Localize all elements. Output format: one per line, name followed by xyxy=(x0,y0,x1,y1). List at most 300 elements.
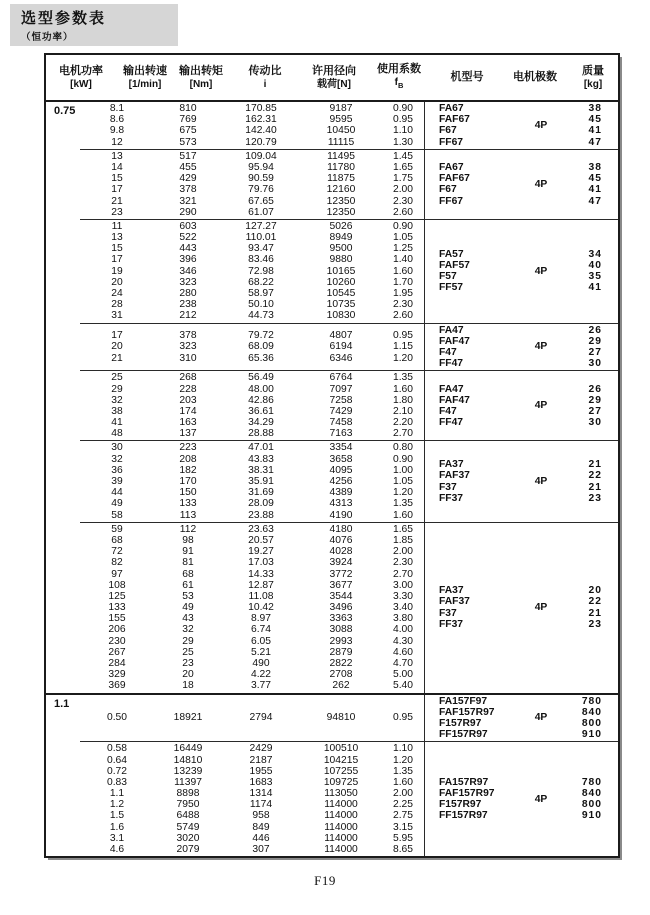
cell-radial-load: 10830 xyxy=(326,310,356,322)
cell-transmission-ratio: 110.01 xyxy=(245,232,277,244)
table-row xyxy=(80,658,424,669)
cell-output-speed: 39 xyxy=(111,476,123,487)
cell-radial-load: 9500 xyxy=(329,243,353,255)
model-number: FAF47 xyxy=(439,394,470,406)
cell-output-speed: 0.50 xyxy=(106,712,128,724)
cell-radial-load: 2708 xyxy=(329,669,353,681)
model-number: FF157R97 xyxy=(439,729,488,741)
cell-transmission-ratio: 11.08 xyxy=(248,590,274,602)
table-row xyxy=(80,680,424,691)
table-row xyxy=(80,624,424,635)
cell-service-factor: 1.35 xyxy=(392,765,414,777)
cell-transmission-ratio: 83.46 xyxy=(248,254,274,266)
table-row xyxy=(80,372,424,383)
cell-radial-load: 3496 xyxy=(329,602,353,614)
mass-value: 41 xyxy=(588,125,602,137)
mass-value: 23 xyxy=(588,618,602,630)
table-row xyxy=(80,602,424,613)
power-section xyxy=(46,102,618,693)
cell-output-torque: 20 xyxy=(182,669,194,681)
table-row xyxy=(80,299,424,310)
cell-output-speed: 1.5 xyxy=(109,810,125,822)
ratio-block xyxy=(80,695,618,742)
cell-output-speed: 36 xyxy=(111,464,123,476)
model-number: FF157R97 xyxy=(439,810,488,822)
cell-output-torque: 323 xyxy=(179,276,197,288)
cell-output-torque: 112 xyxy=(179,523,197,535)
cell-radial-load: 11875 xyxy=(327,173,355,185)
cell-transmission-ratio: 170.85 xyxy=(245,103,277,114)
table-row xyxy=(80,580,424,591)
cell-service-factor: 5.00 xyxy=(392,669,414,681)
data-rows xyxy=(80,102,424,149)
table-row xyxy=(80,266,424,277)
cell-output-torque: 113 xyxy=(179,509,197,521)
cell-transmission-ratio: 446 xyxy=(252,832,270,844)
cell-radial-load: 10545 xyxy=(326,288,356,299)
cell-service-factor: 2.30 xyxy=(392,299,414,311)
table-row xyxy=(80,221,424,232)
model-number: FAF67 xyxy=(439,173,470,185)
table-row xyxy=(80,636,424,647)
model-list xyxy=(425,372,522,439)
cell-transmission-ratio: 120.79 xyxy=(245,136,277,148)
table-row xyxy=(80,137,424,148)
ratio-block xyxy=(80,440,618,521)
table-row xyxy=(80,476,424,487)
cell-service-factor: 1.10 xyxy=(392,743,414,755)
cell-radial-load: 114000 xyxy=(324,799,358,811)
cell-radial-load: 6346 xyxy=(329,352,353,364)
cell-radial-load: 113050 xyxy=(324,788,358,800)
mass-value: 780 xyxy=(581,695,602,707)
cell-service-factor: 1.70 xyxy=(392,276,414,288)
cell-output-speed: 284 xyxy=(108,658,126,669)
table-row xyxy=(80,833,424,844)
header-unit: $f_B$ xyxy=(394,77,404,90)
cell-transmission-ratio: 2187 xyxy=(249,754,273,766)
cell-radial-load: 3354 xyxy=(329,442,353,454)
motor-poles: 4P xyxy=(534,476,548,488)
cell-output-torque: 150 xyxy=(179,487,197,499)
mass-value: 780 xyxy=(581,776,602,788)
mass-value: 800 xyxy=(581,717,602,729)
table-row xyxy=(80,546,424,557)
cell-output-speed: 72 xyxy=(111,546,123,558)
cell-output-speed: 206 xyxy=(108,624,126,636)
cell-service-factor: 1.95 xyxy=(392,288,414,299)
table-row xyxy=(80,487,424,498)
cell-transmission-ratio: 44.73 xyxy=(248,310,274,322)
table-row xyxy=(80,755,424,766)
cell-radial-load: 10165 xyxy=(326,265,356,277)
table-row xyxy=(80,330,424,341)
cell-output-speed: 133 xyxy=(108,602,126,614)
cell-output-speed: 19 xyxy=(111,265,123,277)
page-title: 选型参数表 xyxy=(21,10,107,27)
cell-service-factor: 1.85 xyxy=(392,534,414,546)
model-number: FF47 xyxy=(439,417,464,429)
table-row xyxy=(80,207,424,218)
table-row xyxy=(80,125,424,136)
cell-radial-load: 9880 xyxy=(329,254,353,266)
cell-transmission-ratio: 307 xyxy=(252,844,270,855)
table-row xyxy=(80,103,424,114)
cell-transmission-ratio: 6.05 xyxy=(250,635,272,647)
table-row xyxy=(80,428,424,439)
cell-transmission-ratio: 42.86 xyxy=(248,394,274,406)
mass-value: 35 xyxy=(588,271,602,283)
mass-value: 20 xyxy=(588,585,602,597)
page-title-box xyxy=(10,4,178,46)
cell-radial-load: 12350 xyxy=(326,206,356,218)
cell-service-factor: 2.70 xyxy=(392,428,414,440)
table-row xyxy=(80,232,424,243)
model-number: FAF67 xyxy=(439,114,470,126)
table-row xyxy=(80,243,424,254)
ratio-block xyxy=(80,323,618,371)
cell-service-factor: 1.25 xyxy=(392,243,414,255)
table-row xyxy=(80,442,424,453)
motor-poles: 4P xyxy=(534,119,548,131)
cell-output-speed: 0.72 xyxy=(106,765,128,777)
cell-output-speed: 20 xyxy=(111,276,123,288)
cell-transmission-ratio: 43.83 xyxy=(248,453,274,465)
model-number: F157R97 xyxy=(439,717,482,729)
header-label: 传动比 xyxy=(248,64,282,77)
cell-radial-load: 10450 xyxy=(326,125,356,137)
cell-service-factor: 0.80 xyxy=(392,442,414,454)
cell-output-speed: 8.6 xyxy=(109,114,125,126)
cell-service-factor: 0.95 xyxy=(392,114,414,126)
mass-value: 23 xyxy=(588,492,602,504)
cell-radial-load: 4180 xyxy=(329,523,353,535)
cell-output-torque: 170 xyxy=(179,476,197,487)
cell-service-factor: 2.75 xyxy=(392,810,414,822)
cell-service-factor: 1.65 xyxy=(392,161,414,173)
cell-output-torque: 378 xyxy=(179,184,197,196)
cell-radial-load: 3677 xyxy=(329,579,353,591)
motor-poles: 4P xyxy=(534,793,548,805)
cell-transmission-ratio: 79.76 xyxy=(248,184,274,196)
cell-radial-load: 8949 xyxy=(329,232,353,244)
cell-radial-load: 5026 xyxy=(329,220,353,232)
cell-output-speed: 44 xyxy=(111,487,123,499)
cell-radial-load: 109725 xyxy=(323,776,359,788)
cell-service-factor: 5.95 xyxy=(392,832,414,844)
cell-radial-load: 12350 xyxy=(326,195,356,207)
cell-transmission-ratio: 36.61 xyxy=(248,405,274,417)
model-list xyxy=(425,743,522,855)
cell-transmission-ratio: 93.47 xyxy=(248,243,274,255)
mass-value: 21 xyxy=(588,481,602,493)
header-col-0 xyxy=(46,55,116,100)
cell-transmission-ratio: 38.31 xyxy=(248,464,274,476)
cell-transmission-ratio: 1683 xyxy=(249,776,273,788)
cell-service-factor: 1.15 xyxy=(392,341,414,353)
cell-radial-load: 114000 xyxy=(324,821,358,833)
table-row xyxy=(80,277,424,288)
cell-output-torque: 5749 xyxy=(176,821,200,833)
cell-output-speed: 48 xyxy=(111,428,123,440)
mass-value: 47 xyxy=(588,136,602,148)
header-label: 机型号 xyxy=(450,71,484,83)
mass-list xyxy=(560,743,618,855)
model-number: FAF157R97 xyxy=(439,706,495,718)
cell-output-speed: 31 xyxy=(111,310,123,322)
cell-radial-load: 9187 xyxy=(329,103,353,114)
cell-radial-load: 3924 xyxy=(329,557,353,569)
cell-service-factor: 1.10 xyxy=(392,125,414,137)
ratio-block xyxy=(80,741,618,856)
cell-service-factor: 1.80 xyxy=(392,394,414,406)
mass-value: 910 xyxy=(581,810,602,822)
mass-value: 22 xyxy=(588,470,602,482)
data-rows xyxy=(80,150,424,219)
cell-radial-load: 107255 xyxy=(323,765,359,777)
cell-output-speed: 15 xyxy=(111,243,123,255)
cell-output-torque: 310 xyxy=(179,352,197,364)
cell-service-factor: 5.40 xyxy=(392,680,414,692)
motor-poles: 4P xyxy=(534,178,548,190)
mass-list xyxy=(560,524,618,692)
table-row xyxy=(80,310,424,321)
cell-output-torque: 321 xyxy=(179,195,197,207)
table-row xyxy=(80,173,424,184)
cell-transmission-ratio: 958 xyxy=(252,810,270,822)
cell-output-torque: 522 xyxy=(179,232,197,244)
mass-value: 29 xyxy=(588,394,602,406)
table-row xyxy=(80,465,424,476)
cell-output-speed: 82 xyxy=(111,557,123,569)
cell-service-factor: 4.60 xyxy=(392,646,414,658)
table-row xyxy=(80,454,424,465)
cell-service-factor: 1.45 xyxy=(392,150,414,162)
table-row xyxy=(80,777,424,788)
cell-service-factor: 4.70 xyxy=(392,658,414,669)
cell-output-torque: 3020 xyxy=(176,832,200,844)
cell-output-speed: 329 xyxy=(108,669,126,681)
mass-value: 41 xyxy=(588,282,602,294)
model-list xyxy=(425,524,522,692)
cell-service-factor: 2.00 xyxy=(392,184,414,196)
cell-radial-load: 4389 xyxy=(329,487,353,499)
cell-transmission-ratio: 1174 xyxy=(249,799,273,811)
cell-output-torque: 203 xyxy=(179,394,197,406)
cell-radial-load: 4076 xyxy=(329,534,353,546)
cell-output-torque: 98 xyxy=(182,534,194,546)
table-row xyxy=(80,417,424,428)
cell-service-factor: 0.95 xyxy=(392,712,414,724)
cell-transmission-ratio: 68.22 xyxy=(248,276,274,288)
cell-radial-load: 11780 xyxy=(327,161,355,173)
power-section xyxy=(46,693,618,857)
data-rows xyxy=(80,220,424,323)
table-row xyxy=(80,535,424,546)
cell-radial-load: 2879 xyxy=(329,646,353,658)
cell-output-torque: 2079 xyxy=(176,844,200,855)
data-rows xyxy=(80,324,424,371)
header-col-4 xyxy=(302,55,366,100)
model-number: FA67 xyxy=(439,161,464,173)
cell-radial-load: 4095 xyxy=(329,464,353,476)
cell-output-speed: 13 xyxy=(111,232,123,244)
mass-list xyxy=(560,151,618,218)
model-number: FF37 xyxy=(439,618,464,630)
cell-output-torque: 163 xyxy=(179,417,197,429)
table-row xyxy=(80,353,424,364)
table-header xyxy=(46,55,618,102)
header-col-2 xyxy=(174,55,228,100)
cell-radial-load: 6194 xyxy=(329,341,353,353)
cell-output-torque: 378 xyxy=(179,330,197,342)
cell-service-factor: 0.90 xyxy=(392,220,414,232)
header-label: 输出转速 xyxy=(123,64,167,77)
cell-output-torque: 81 xyxy=(182,557,194,569)
cell-transmission-ratio: 72.98 xyxy=(248,265,274,277)
cell-output-speed: 0.83 xyxy=(106,776,128,788)
model-number: FA37 xyxy=(439,459,464,471)
table-row xyxy=(80,766,424,777)
cell-output-torque: 323 xyxy=(179,341,197,353)
motor-poles: 4P xyxy=(534,265,548,277)
cell-radial-load: 11495 xyxy=(327,150,355,162)
cell-radial-load: 4313 xyxy=(329,498,353,510)
data-rows xyxy=(80,523,424,693)
cell-transmission-ratio: 142.40 xyxy=(245,125,277,137)
cell-output-torque: 16449 xyxy=(173,743,203,755)
model-number: FA157F97 xyxy=(439,695,488,707)
header-col-3 xyxy=(228,55,302,100)
table-row xyxy=(80,743,424,754)
cell-radial-load: 2822 xyxy=(329,658,353,669)
cell-transmission-ratio: 2429 xyxy=(249,743,273,755)
table-row xyxy=(80,712,424,723)
cell-output-speed: 20 xyxy=(111,341,123,353)
cell-service-factor: 1.05 xyxy=(392,232,414,244)
model-number: FAF57 xyxy=(439,260,470,272)
model-area xyxy=(424,523,618,693)
model-number: FA47 xyxy=(439,324,464,336)
header-col-5 xyxy=(366,55,432,100)
table-row xyxy=(80,810,424,821)
cell-output-speed: 125 xyxy=(108,590,126,602)
cell-transmission-ratio: 61.07 xyxy=(248,206,274,218)
cell-output-speed: 25 xyxy=(111,372,123,384)
cell-output-speed: 17 xyxy=(111,184,123,196)
cell-radial-load: 7429 xyxy=(329,405,353,417)
cell-output-torque: 603 xyxy=(179,220,197,232)
cell-transmission-ratio: 23.63 xyxy=(248,523,274,535)
table-row xyxy=(80,184,424,195)
cell-radial-load: 7097 xyxy=(329,383,353,395)
cell-output-speed: 369 xyxy=(108,680,126,692)
cell-service-factor: 1.00 xyxy=(392,464,414,476)
cell-radial-load: 7458 xyxy=(329,417,353,429)
header-unit: 载荷[N] xyxy=(317,78,351,90)
cell-transmission-ratio: 34.29 xyxy=(248,417,274,429)
cell-transmission-ratio: 28.88 xyxy=(248,428,274,440)
cell-output-torque: 769 xyxy=(179,114,197,126)
mass-value: 27 xyxy=(588,346,602,358)
table-row xyxy=(80,524,424,535)
table-body xyxy=(46,102,618,856)
model-list xyxy=(425,151,522,218)
cell-transmission-ratio: 79.72 xyxy=(248,330,274,342)
model-number: FF47 xyxy=(439,358,464,370)
mass-value: 26 xyxy=(588,324,602,336)
cell-output-speed: 58 xyxy=(111,509,123,521)
cell-service-factor: 2.60 xyxy=(392,206,414,218)
model-area xyxy=(424,102,618,149)
ratio-block xyxy=(80,149,618,219)
cell-output-torque: 61 xyxy=(182,579,194,591)
header-unit: [kg] xyxy=(583,78,603,90)
model-number: FAF47 xyxy=(439,335,470,347)
cell-output-speed: 24 xyxy=(111,288,123,299)
model-number: F47 xyxy=(439,405,457,417)
motor-poles: 4P xyxy=(534,341,548,353)
table-row xyxy=(80,498,424,509)
cell-output-speed: 38 xyxy=(111,405,123,417)
page-subtitle: （恒功率） xyxy=(21,32,74,43)
motor-poles: 4P xyxy=(534,712,548,724)
cell-output-torque: 91 xyxy=(182,546,194,558)
cell-output-speed: 28 xyxy=(111,299,123,311)
cell-radial-load: 3658 xyxy=(329,453,353,465)
cell-output-torque: 25 xyxy=(182,646,194,658)
cell-service-factor: 1.65 xyxy=(392,523,414,535)
cell-transmission-ratio: 4.22 xyxy=(250,669,272,681)
cell-service-factor: 2.60 xyxy=(392,310,414,322)
cell-service-factor: 0.90 xyxy=(392,453,414,465)
cell-radial-load: 100510 xyxy=(323,743,359,755)
table-row xyxy=(80,395,424,406)
model-number: FAF37 xyxy=(439,596,470,608)
cell-transmission-ratio: 31.69 xyxy=(248,487,274,499)
model-area xyxy=(424,441,618,521)
header-label: 电机功率 xyxy=(59,64,103,77)
cell-service-factor: 1.60 xyxy=(392,265,414,277)
mass-value: 34 xyxy=(588,248,602,260)
cell-transmission-ratio: 19.27 xyxy=(248,546,274,558)
cell-output-speed: 41 xyxy=(111,417,123,429)
cell-service-factor: 1.05 xyxy=(392,476,414,487)
cell-radial-load: 3088 xyxy=(329,624,353,636)
cell-output-speed: 14 xyxy=(111,161,123,173)
cell-output-torque: 13239 xyxy=(173,765,203,777)
cell-service-factor: 2.70 xyxy=(392,568,414,580)
table-row xyxy=(80,406,424,417)
table-row xyxy=(80,151,424,162)
cell-output-speed: 9.8 xyxy=(109,125,125,137)
cell-output-torque: 11397 xyxy=(174,776,202,788)
cell-output-torque: 290 xyxy=(179,206,197,218)
cell-output-torque: 18921 xyxy=(173,712,203,724)
cell-service-factor: 1.60 xyxy=(392,509,414,521)
cell-output-speed: 13 xyxy=(111,150,123,162)
cell-transmission-ratio: 1955 xyxy=(249,765,273,777)
header-col-1 xyxy=(116,55,174,100)
cell-output-torque: 223 xyxy=(179,442,197,454)
cell-output-speed: 8.1 xyxy=(109,103,125,114)
model-list xyxy=(425,325,522,370)
cell-transmission-ratio: 48.00 xyxy=(248,383,274,395)
cell-radial-load: 10735 xyxy=(326,299,356,311)
mass-value: 40 xyxy=(588,260,602,272)
mass-value: 26 xyxy=(588,383,602,395)
model-number: F37 xyxy=(439,481,457,493)
